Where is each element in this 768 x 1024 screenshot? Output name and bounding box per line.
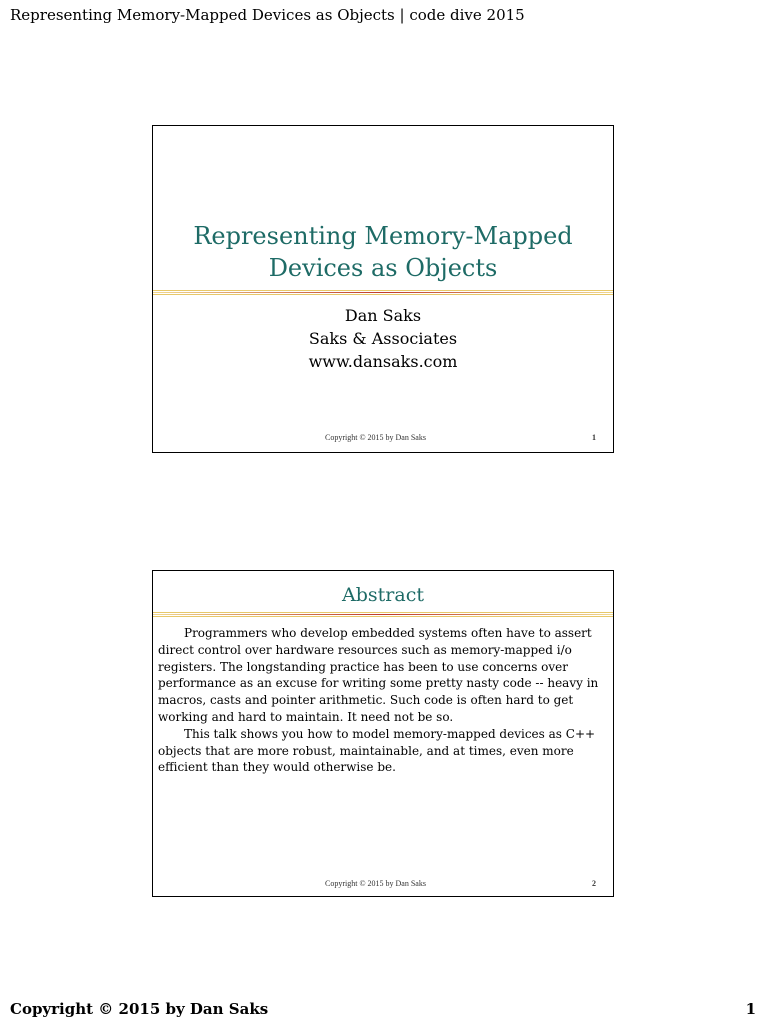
abstract-paragraph-2: This talk shows you how to model memory-mapped devices as C++ objects that are more robust, maintainable, and at times, even more efficient than they would otherwise be. <box>158 726 596 775</box>
slide-title <box>153 220 613 284</box>
slide-title: Abstract <box>342 584 424 606</box>
page-number: 1 <box>745 1000 756 1018</box>
slide-2 <box>152 570 614 897</box>
author-name: Dan Saks <box>344 306 422 325</box>
slide-title-line-1: Representing Memory-Mapped <box>193 222 573 250</box>
slide-number: 2 <box>592 879 596 888</box>
slide-number: 1 <box>592 433 596 442</box>
slide-1 <box>152 125 614 453</box>
author-block <box>153 304 613 373</box>
author-website: www.dansaks.com <box>308 352 458 371</box>
page-copyright: Copyright © 2015 by Dan Saks <box>10 1000 269 1018</box>
abstract-paragraph-1: Programmers who develop embedded systems often have to assert direct control over hardware resources such as memory-mapped i/o registers. The longstanding practice has been to use concerns over performance as an excuse for writing some pretty nasty code -- heavy in macros, casts and pointer arithmetic. Such code is often hard to get working and hard to maintain. It need not be so. <box>158 626 599 724</box>
document-header-title: Representing Memory-Mapped Devices as Objects | code dive 2015 <box>10 6 525 24</box>
abstract-body <box>158 625 608 776</box>
slide-copyright: Copyright © 2015 by Dan Saks <box>325 879 426 888</box>
title-divider <box>153 612 613 617</box>
title-divider <box>153 290 613 295</box>
author-company: Saks & Associates <box>308 329 458 348</box>
slide-copyright: Copyright © 2015 by Dan Saks <box>325 433 426 442</box>
slide-title-line-2: Devices as Objects <box>268 254 498 282</box>
